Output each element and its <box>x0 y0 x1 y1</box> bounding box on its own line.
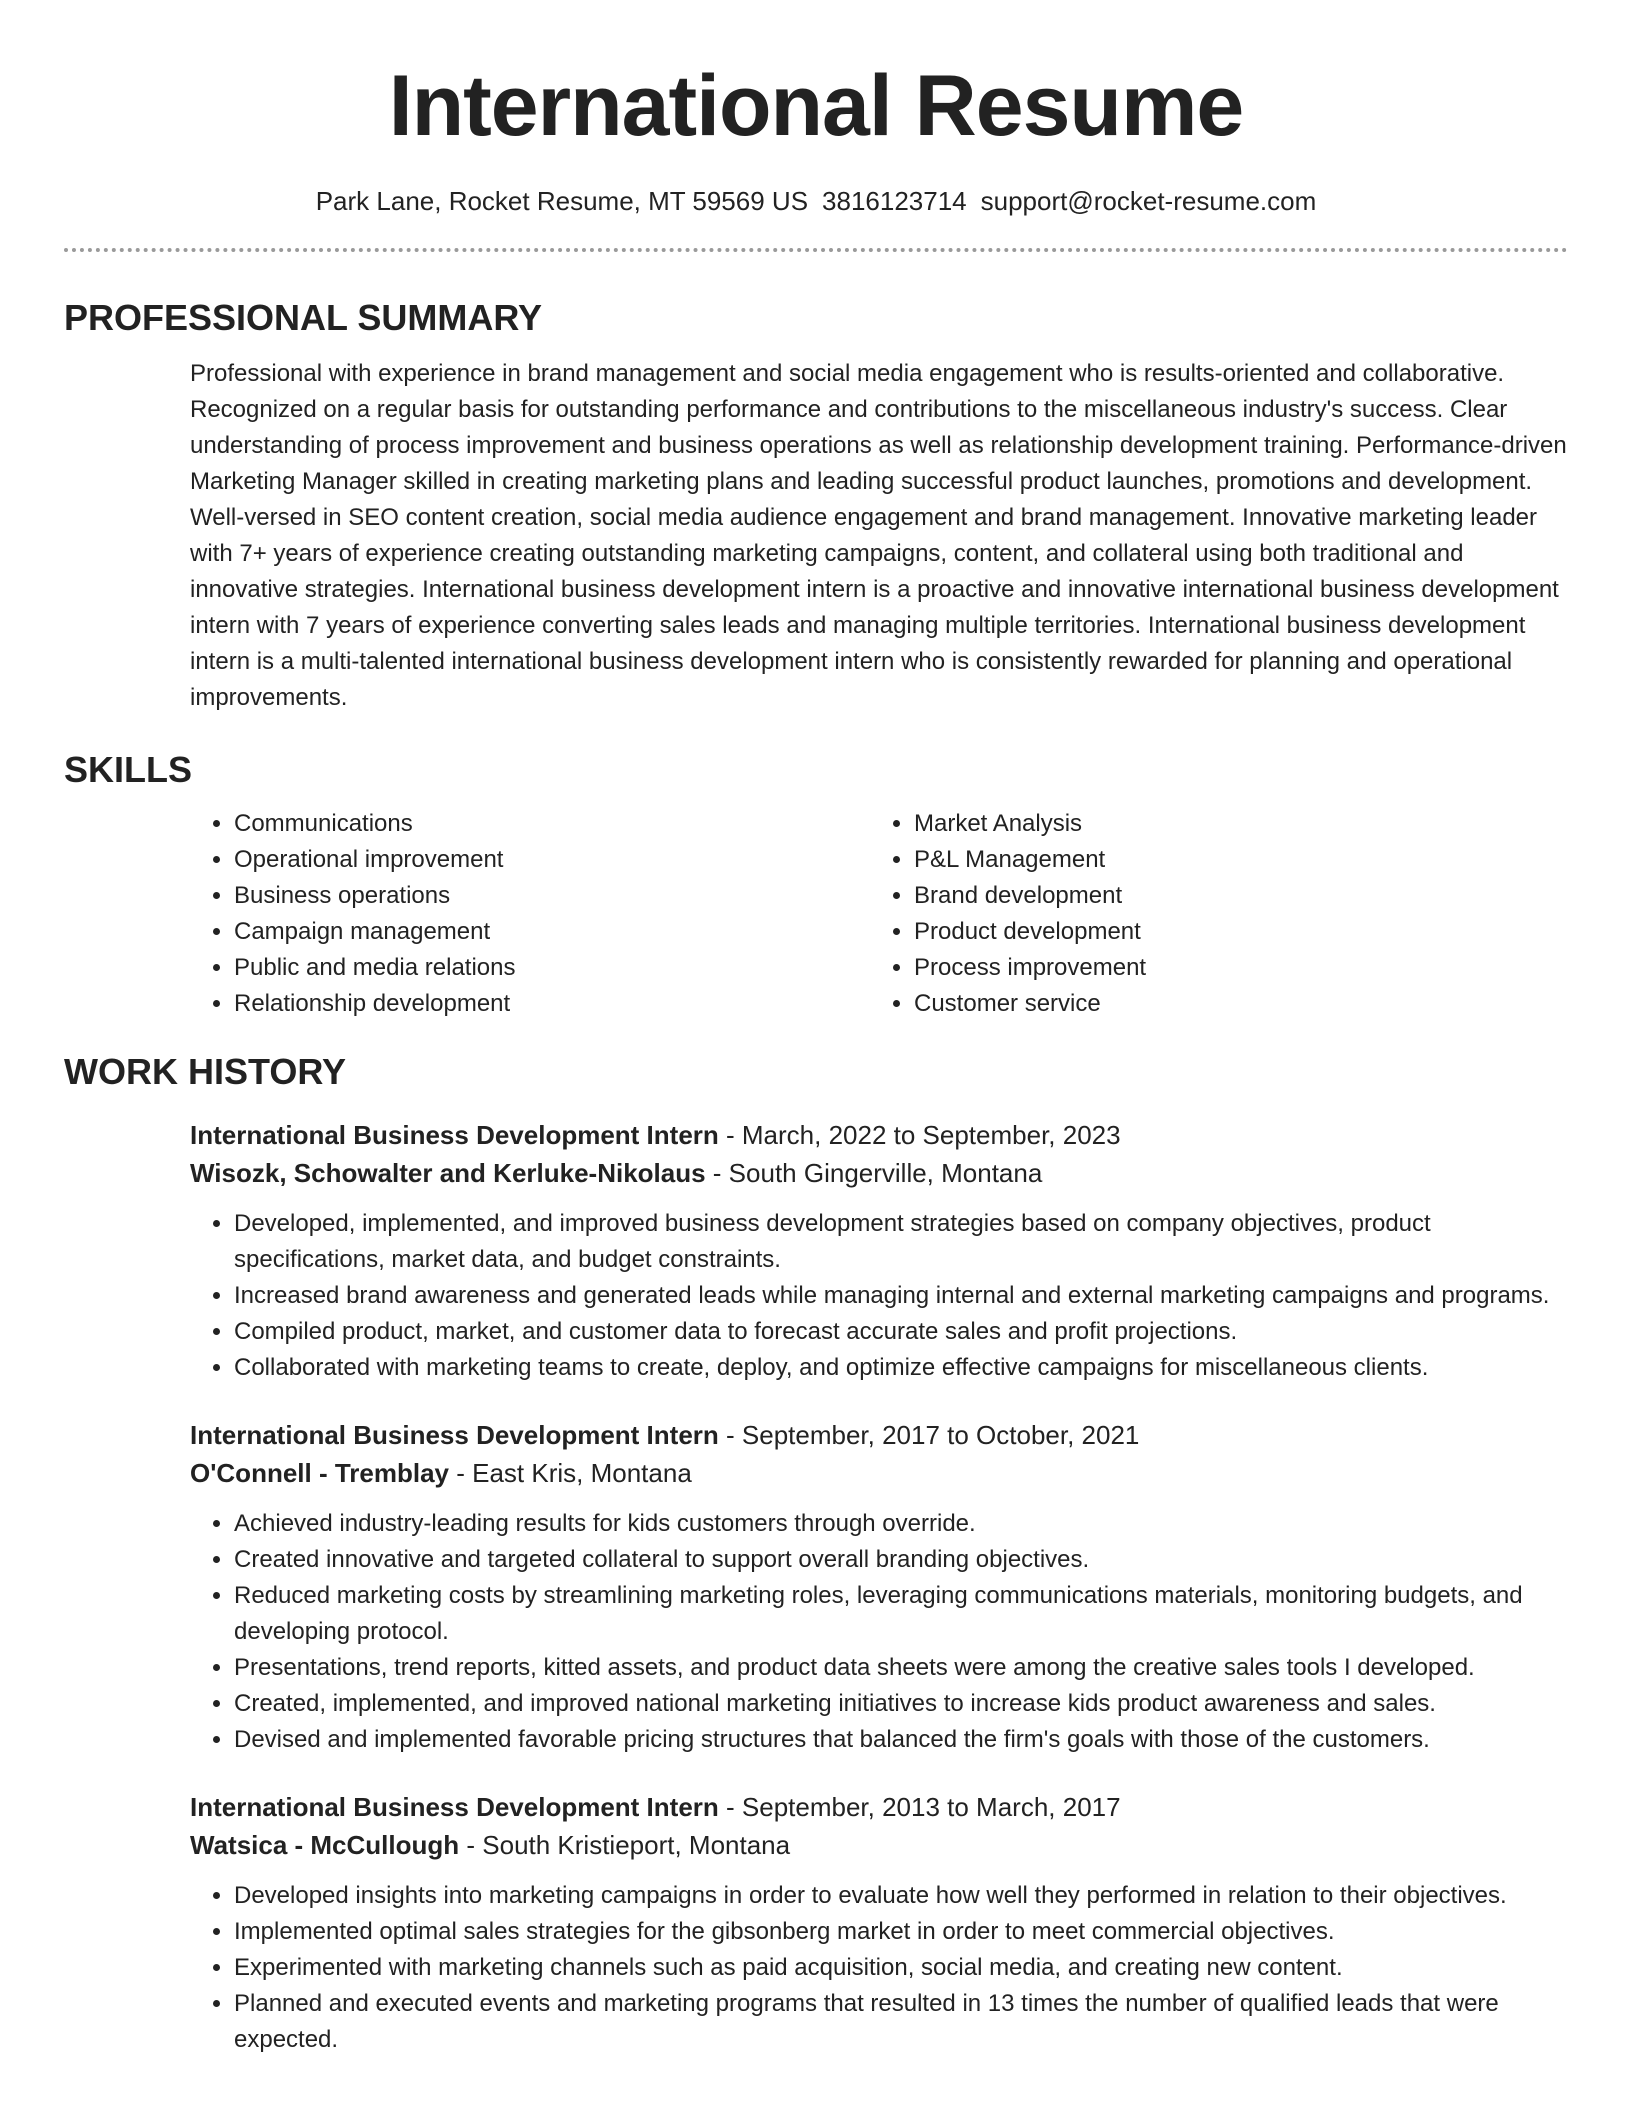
job-location: - South Kristieport, Montana <box>459 1830 791 1860</box>
job-entry <box>190 1788 1568 2058</box>
job-bullet: • Developed insights into marketing campaigns in order to evaluate how well they performed in relation to their objectives. <box>234 1878 1568 1914</box>
summary-text: Professional with experience in brand management and social media engagement who is results-oriented and collaborative. Recognized on a regular basis for outstanding performance and contributions to the miscellaneous industry's success. Clear understanding of process improvement and business operations as well as relationship development training. Performance-driven Marketing Manager skilled in creating marketing plans and leading successful product launches, promotions and development. Well-versed in SEO content creation, social media audience engagement and brand management. Innovative marketing leader with 7+ years of experience creating outstanding marketing campaigns, content, and collateral using both traditional and innovative strategies. International business development intern is a proactive and innovative international business development intern with 7 years of experience converting sales leads and managing multiple territories. International business development intern is a multi-talented international business development intern who is consistently rewarded for planning and operational improvements. <box>190 360 1567 711</box>
phone: 3816123714 <box>822 186 967 216</box>
job-bullet: • Experimented with marketing channels such as paid acquisition, social media, and creating new content. <box>234 1950 1568 1986</box>
job-role: International Business Development Intern <box>190 1792 719 1822</box>
job-entry <box>190 1416 1568 1758</box>
skill-item: • Market Analysis <box>914 806 1146 842</box>
job-bullet: • Developed, implemented, and improved business development strategies based on company objectives, product specifications, market data, and budget constraints. <box>234 1206 1568 1278</box>
skill-item: • P&L Management <box>914 842 1146 878</box>
job-bullet: • Achieved industry-leading results for kids customers through override. <box>234 1506 1568 1542</box>
job-dates: - September, 2017 to October, 2021 <box>718 1420 1140 1450</box>
job-company-line <box>190 1154 1568 1192</box>
job-title-line <box>190 1416 1568 1454</box>
job-title-line <box>190 1788 1568 1826</box>
job-company: Wisozk, Schowalter and Kerluke-Nikolaus <box>190 1158 706 1188</box>
header-divider <box>64 248 1568 252</box>
job-bullets <box>190 1506 1568 1758</box>
job-bullet: • Planned and executed events and marketing programs that resulted in 13 times the number of qualified leads that were expected. <box>234 1986 1568 2058</box>
summary-heading: PROFESSIONAL SUMMARY <box>64 297 543 338</box>
job-bullet: • Devised and implemented favorable pricing structures that balanced the firm's goals with those of the customers. <box>234 1722 1568 1758</box>
job-role: International Business Development Intern <box>190 1420 719 1450</box>
job-bullet: • Created, implemented, and improved national marketing initiatives to increase kids product awareness and sales. <box>234 1686 1568 1722</box>
contact-line <box>0 184 1632 218</box>
skill-item: • Relationship development <box>234 986 870 1022</box>
skill-item: • Public and media relations <box>234 950 870 986</box>
job-bullet: • Implemented optimal sales strategies for the gibsonberg market in order to meet commercial objectives. <box>234 1914 1568 1950</box>
candidate-name: International Resume <box>388 58 1244 154</box>
skill-item: • Campaign management <box>234 914 870 950</box>
job-dates: - September, 2013 to March, 2017 <box>718 1792 1121 1822</box>
skill-item: • Brand development <box>914 878 1146 914</box>
job-bullet: • Presentations, trend reports, kitted assets, and product data sheets were among the creative sales tools I developed. <box>234 1650 1568 1686</box>
work-history-heading: WORK HISTORY <box>64 1051 347 1092</box>
job-location: - South Gingerville, Montana <box>705 1158 1043 1188</box>
skill-item: • Communications <box>234 806 870 842</box>
job-company-line <box>190 1454 1568 1492</box>
job-bullets <box>190 1206 1568 1386</box>
skills-column-left <box>190 806 870 1022</box>
job-bullet: • Collaborated with marketing teams to create, deploy, and optimize effective campaigns for miscellaneous clients. <box>234 1350 1568 1386</box>
email: support@rocket-resume.com <box>980 186 1317 216</box>
address: Park Lane, Rocket Resume, MT 59569 US <box>315 186 809 216</box>
skills-heading: SKILLS <box>64 749 193 790</box>
job-title-line <box>190 1116 1568 1154</box>
job-role: International Business Development Intern <box>190 1120 719 1150</box>
skills-column-right <box>870 806 1146 1022</box>
skill-item: • Product development <box>914 914 1146 950</box>
job-entry <box>190 1116 1568 1386</box>
job-bullet: • Reduced marketing costs by streamlining marketing roles, leveraging communications materials, monitoring budgets, and developing protocol. <box>234 1578 1568 1650</box>
job-bullet: • Created innovative and targeted collateral to support overall branding objectives. <box>234 1542 1568 1578</box>
skill-item: • Business operations <box>234 878 870 914</box>
job-company: Watsica - McCullough <box>190 1830 460 1860</box>
job-dates: - March, 2022 to September, 2023 <box>718 1120 1121 1150</box>
job-bullets <box>190 1878 1568 2058</box>
skill-item: • Operational improvement <box>234 842 870 878</box>
skill-item: • Process improvement <box>914 950 1146 986</box>
job-location: - East Kris, Montana <box>449 1458 692 1488</box>
resume-header <box>0 0 1632 218</box>
job-company: O'Connell - Tremblay <box>190 1458 450 1488</box>
skills-list <box>190 806 1568 1022</box>
skill-item: • Customer service <box>914 986 1146 1022</box>
job-bullet: • Increased brand awareness and generated leads while managing internal and external marketing campaigns and programs. <box>234 1278 1568 1314</box>
job-company-line <box>190 1826 1568 1864</box>
job-bullet: • Compiled product, market, and customer data to forecast accurate sales and profit projections. <box>234 1314 1568 1350</box>
